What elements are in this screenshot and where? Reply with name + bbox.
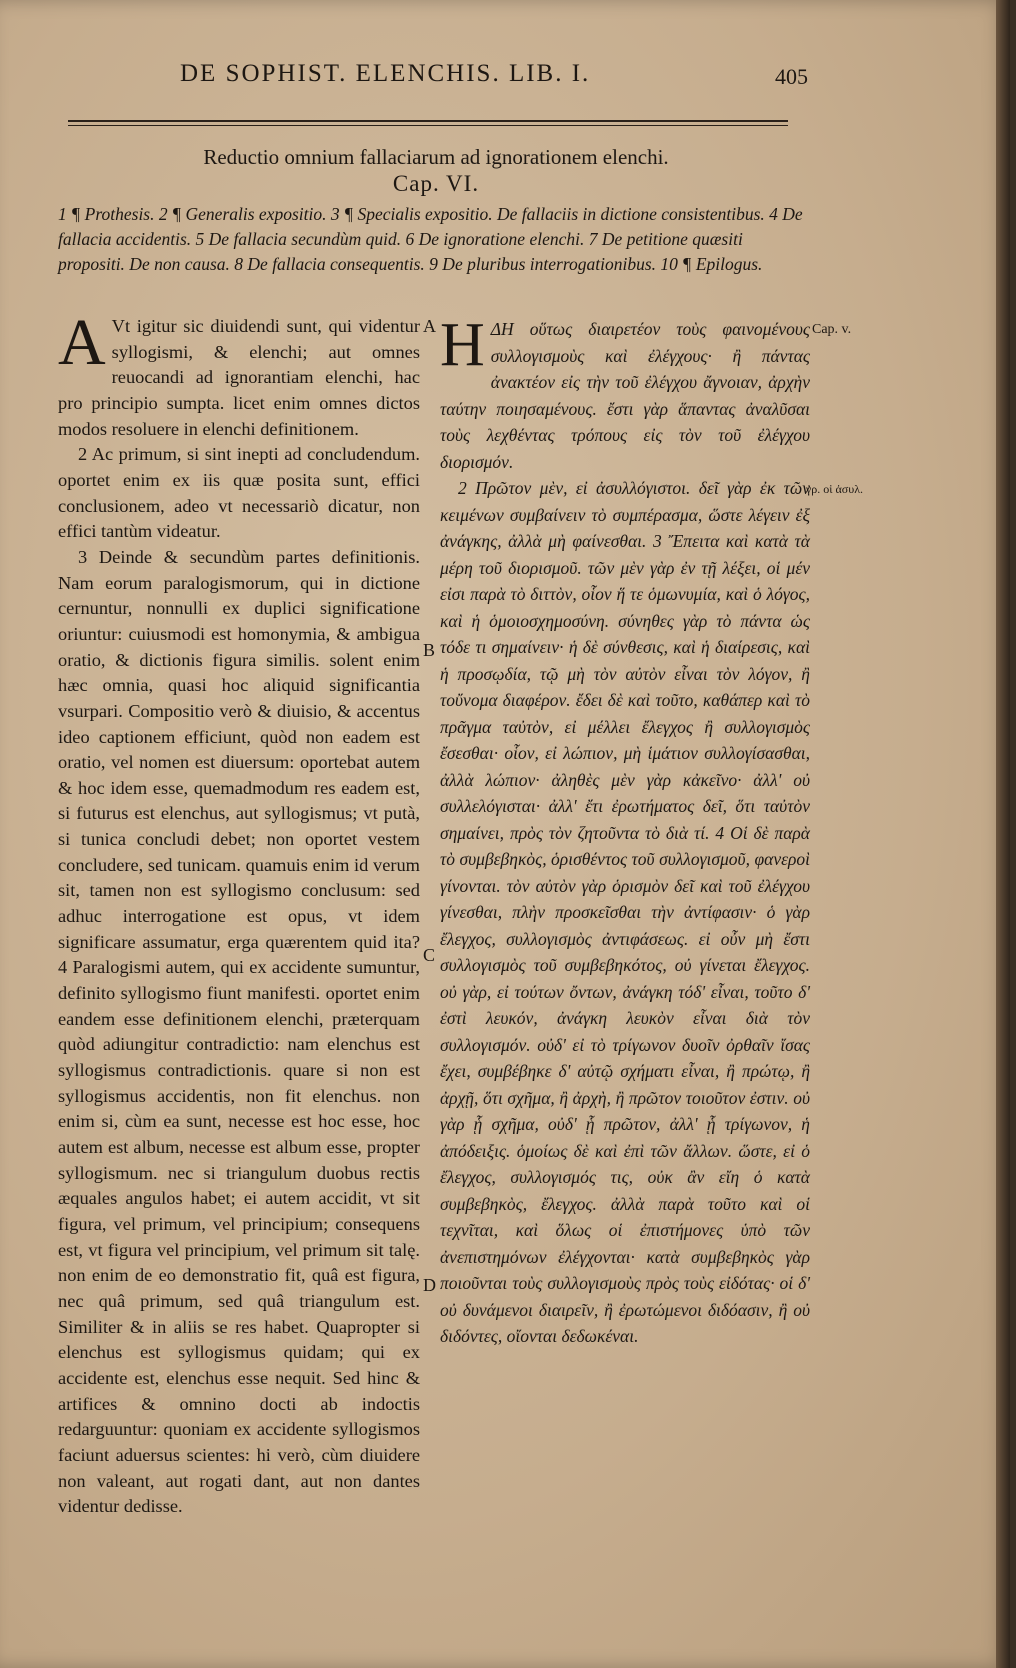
greek-paragraph: ΗΔΗ οὕτως διαιρετέον τοὺς φαινομένους συλλογισμοὺς καὶ ἐλέγχους· ἢ πάντας ἀνακτέον εἰς τὴν τοῦ ἐλέγχου ἄγνοιαν, ἀρχὴν ταύτην ποιησαμένους. ἔστι γὰρ ἅπαντας ἀναλῦσαι τοὺς λεχθέντας τρόπους εἰς τὸν τοῦ ἐλέγχου διορισμόν. <box>440 311 810 472</box>
chapter-number: Cap. VI. <box>392 171 480 196</box>
latin-column <box>58 306 420 1520</box>
section-letter-a: A <box>423 316 436 336</box>
chapter-title: Reductio omnium fallaciarum ad ignorationem elenchi. <box>203 145 669 169</box>
header-rule <box>68 120 788 122</box>
section-letter-d: D <box>423 1275 436 1295</box>
latin-paragraph: 2 Ac primum, si sint inepti ad concludendum. oportet enim ex iis quæ posita sunt, effici conclusionem, adeo vt necessariò dicatur, non effici tantùm videatur. <box>58 444 420 542</box>
chapter-synopsis: 1 ¶ Prothesis. 2 ¶ Generalis expositio. 3 ¶ Specialis expositio. De fallaciis in dictione consistentibus. 4 De fallacia accidentis. 5 De fallacia secundùm quid. 6 De ignoratione elenchi. 7 De petitione quæsiti propositi. De non causa. 8 De fallacia consequentis. 9 De pluribus interrogationibus. 10 ¶ Epilogus. <box>58 204 803 274</box>
greek-paragraph: 2 Πρῶτον μὲν, εἰ ἀσυλλόγιστοι. δεῖ γὰρ ἐκ τῶν κειμένων συμβαίνειν τὸ συμπέρασμα, ὥστε λέγειν ἐξ ἀνάγκης, ἀλλὰ μὴ φαίνεσθαι. 3 Ἔπειτα καὶ κατὰ τὰ μέρη τοῦ διορισμοῦ. τῶν μὲν γὰρ ἐν τῇ λέξει, οἱ μέν εἰσι παρὰ τὸ διττὸν, οἷον ἥ τε ὁμωνυμία, καὶ ὁ λόγος, καὶ ἡ ὁμοιοσχημοσύνη. σύνηθες γὰρ τὸ πάντα ὡς τόδε τι σημαίνειν· ἡ δὲ σύνθεσις, καὶ ἡ διαίρεσις, καὶ ἡ προσῳδία, τῷ μὴ τὸν αὐτὸν εἶναι τὸν λόγον, ἢ τοὔνομα διαφέρον. ἔδει δὲ καὶ τοῦτο, καθάπερ καὶ τὸ πρᾶγμα ταὐτὸν, εἰ μέλλει ἔλεγχος ἢ συλλογισμὸς ἔσεσθαι· οἷον, εἰ λώπιον, μὴ ἱμάτιον συλλογίσασθαι, ἀλλὰ λώπιον· ἀληθὲς μὲν γὰρ κἀκεῖνο· ἀλλ' οὐ συλλελόγισται· ἀλλ' ἔτι ἐρωτήματος δεῖ, ὅτι ταὐτὸν σημαίνει, πρὸς τὸν ζητοῦντα τὸ διὰ τί. 4 Οἱ δὲ παρὰ τὸ συμβεβηκὸς, ὁρισθέντος τοῦ συλλογισμοῦ, φανεροὶ γίνονται. τὸν αὐτὸν γὰρ ὁρισμὸν δεῖ καὶ τοῦ ἐλέγχου γίνεσθαι, πλὴν προσκεῖσθαι τὴν ἀντίφασιν· ὁ γὰρ ἔλεγχος, συλλογισμὸς ἀντιφάσεως. εἰ οὖν μὴ ἔστι συλλογισμὸς τοῦ συμβεβηκότος, οὐ γίνεται ἔλεγχος. οὐ γὰρ, εἰ τούτων ὄντων, ἀνάγκη τόδ' εἶναι, τοῦτο δ' ἐστὶ λευκόν, ἀνάγκη λευκὸν εἶναι διὰ τὸν συλλογισμόν. οὐδ' εἰ τὸ τρίγωνον δυοῖν ὀρθαῖν ἴσας ἔχει, συμβέβηκε δ' αὐτῷ σχήματι εἶναι, ἢ πρώτῳ, ἢ ἀρχῇ, ὅτι σχῆμα, ἢ ἀρχὴ, ἢ πρῶτον τοιοῦτον ἐστιν. οὐ γὰρ ᾗ σχῆμα, οὐδ' ᾗ πρῶτον, ἀλλ' ᾗ τρίγωνον, ἡ ἀπόδειξις. ὁμοίως δὲ καὶ ἐπὶ τῶν ἄλλων. ὥστε, εἰ ὁ ἔλεγχος, συλλογισμός τις, οὐκ ἂν εἴη ὁ κατὰ συμβεβηκὸς, ἔλεγχος. ἀλλὰ παρὰ τοῦτο καὶ οἱ τεχνῖται, καὶ ὅλως οἱ ἐπιστήμονες ὑπὸ τῶν ἀνεπιστημόνων ἐλέγχονται· κατὰ συμβεβηκὸς γὰρ ποιοῦνται τοὺς συλλογισμοὺς πρὸς τοὺς εἰδότας· οἱ δ' οὐ δυνάμενοι διαιρεῖν, ἢ ἐρωτώμενοι διδόασιν, ἢ οὐ διδόντες, οἴονται δεδωκέναι. <box>440 478 810 1346</box>
drop-cap-latin: A <box>58 306 106 379</box>
book-binding <box>996 0 1010 1668</box>
drop-cap-greek: Η <box>440 311 485 379</box>
section-letter-b: B <box>423 640 436 660</box>
latin-paragraph: 3 Deinde & secundùm partes definitionis. Nam eorum paralogismorum, qui in dictione cernuntur, nonnulli ex duplici significatione oriuntur: cuiusmodi est homonymia, & ambigua oratio, & dictionis figura similis. solent enim hæc omnia, quasi hoc aliquid significantia vsurpari. Compositio verò & diuisio, & accentus ideo captionem efficiunt, quòd non eadem est oratio, vel nomen est diuersum: oportebat autem & hoc idem esse, quemadmodum res eadem est, si futurus est elenchus, aut syllogismus; vt putà, si tunica concludi debet; non oportet vestem concludere, sed tunicam. quamuis enim id verum sit, tamen non est syllogismo conclusum: sed adhuc interrogatione est opus, vt idem significare assumatur, erga quærentem quid ita? 4 Paralogismi autem, qui ex accidente sumuntur, definito syllogismo fiunt manifesti. oportet enim eandem esse definitionem elenchi, præterquam quòd adiungitur contradictio: nam elenchus est syllogismus contradictionis. quare si non est syllogismus accidentis, non fit elenchus. non enim si, cùm ea sunt, necesse est hoc esse, hoc autem est album, necesse est album esse, propter syllogismum. nec si triangulum duobus rectis æquales angulos habet; ei autem accidit, vt sit figura, vel primum, vel principium; consequens est, vt figura vel principium, vel primum sit talę. non enim de eo demonstratio fit, quâ est figura, nec quâ primum, sed quâ triangulum est. Similiter & in aliis se res habet. Quapropter si elenchus est syllogismus quidam; qui ex accidente est, elenchus esse nequit. Sed hinc & artifices & omnino docti ab indoctis redarguuntur: quoniam ex accidente syllogismos faciunt aduersus scientes: hi verò, cùm diuidere non valeant, aut rogati dant, aut non dantes videntur dedisse. <box>58 546 420 1517</box>
latin-paragraph: A Vt igitur sic diuidendi sunt, qui videntur syllogismi, & elenchi; aut omnes reuocandi ad ignorantiam elenchi, hac pro principio sumpta. licet enim omnes dictos modos resoluere in elenchi definitionem. <box>58 306 420 439</box>
margin-note-variant: γρ. οἱ ἀσυλ. <box>806 482 864 496</box>
greek-column <box>440 311 810 1350</box>
header-rule-thin <box>68 125 788 126</box>
section-letter-c: C <box>423 945 436 965</box>
margin-note-chapter: Cap. v. <box>812 322 852 337</box>
running-head: DE SOPHIST. ELENCHIS. LIB. I. <box>180 60 591 87</box>
page-number: 405 <box>775 64 808 89</box>
